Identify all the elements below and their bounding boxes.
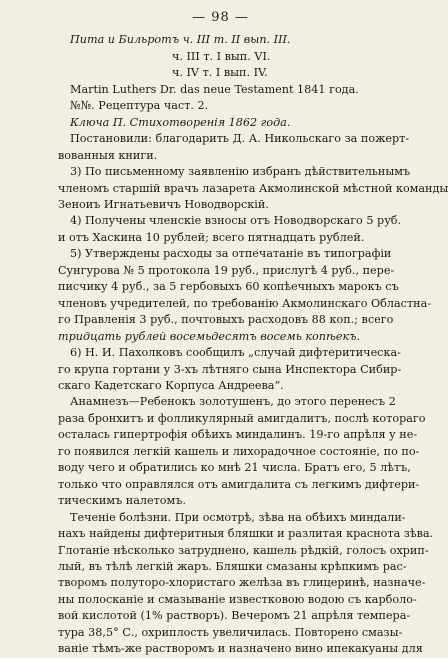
- text-line: №№. Рецептура част. 2.: [70, 99, 209, 113]
- text-line: 4) Получены членскіе взносы отъ Новодворскаго 5 руб.: [70, 214, 402, 228]
- text-line: го Правленія 3 руб., почтовыхъ расходовъ 88 коп.; всего: [58, 313, 394, 327]
- text-line: членомъ старшій врачъ лазарета Акмолинской мѣстной команды: [58, 181, 448, 195]
- text-line: Анамнезъ—Ребенокъ золотушенъ, до этого перенесъ 2: [70, 395, 396, 409]
- text-line: Сунгурова № 5 протокола 19 руб., прислугѣ 4 руб., пере-: [58, 263, 395, 277]
- text-line: тура 38,5° С., охриплость увеличилась. Повторено смазы-: [58, 625, 403, 639]
- page-number: — 98 —: [192, 10, 249, 25]
- text-line: Теченіе болѣзни. При осмотрѣ, зѣва на обѣихъ миндали-: [70, 510, 406, 524]
- text-line: писчику 4 руб., за 5 гербовыхъ 60 копѣечныхъ марокъ съ: [58, 280, 399, 294]
- text-line: го появился легкій кашель и лихорадочное состояніе, по по-: [58, 444, 420, 458]
- text-line: ч. IV т. I вып. IV.: [172, 66, 268, 80]
- text-line: ч. III т. I вып. VI.: [172, 49, 271, 63]
- text-line: 5) Утверждены расходы за отпечатаніе въ типографіи: [70, 247, 392, 261]
- text-line: ны полосканіе и смазываніе известковою водою съ карболо-: [58, 592, 417, 606]
- text-line: лый, въ тѣлѣ легкій жаръ. Бляшки смазаны крѣпкимъ рас-: [58, 559, 407, 573]
- text-line: Ключа П. Стихотворенія 1862 года.: [70, 115, 291, 129]
- text-line: Постановили: благодарить Д. А. Никольскаго за пожерт-: [70, 132, 410, 146]
- text-line: и отъ Хаскина 10 рублей; всего пятнадцать рублей.: [58, 230, 365, 244]
- text-line: скаго Кадетскаго Корпуса Андреева“.: [58, 378, 284, 392]
- text-line: осталась гипертрофія обѣихъ миндалинъ. 19-го апрѣля у не-: [58, 428, 418, 442]
- text-line: членовъ учредителей, по требованію Акмолинскаго Областна-: [58, 296, 432, 310]
- text-line: раза бронхитъ и фолликулярный амигдалитъ, послѣ котораго: [58, 411, 426, 425]
- text-line: 3) По письменному заявленію избранъ дѣйствительнымъ: [70, 165, 411, 179]
- text-line: тридцать рублей восемьдесятъ восемь копѣекъ.: [58, 329, 361, 343]
- text-line: воду чего и обратились ко мнѣ 21 числа. Братъ его, 5 лѣтъ,: [58, 461, 411, 475]
- text-line: вой кислотой (1% растворъ). Вечеромъ 21 апрѣля темпера-: [58, 609, 411, 623]
- text-line: го крупа гортани у 3-хъ лѣтняго сына Инспектора Сибир-: [58, 362, 402, 376]
- text-line: Пита и Бильротъ ч. III т. II вып. III.: [70, 33, 291, 47]
- text-line: 6) Н. И. Пахолковъ сообщилъ „случай дифтеритическа-: [70, 346, 401, 360]
- text-line: вованныя книги.: [58, 148, 158, 162]
- text-line: Зеноиъ Игнатьевичъ Новодворскій.: [58, 197, 269, 211]
- text-line: нахъ найдены дифтеритныя бляшки и разлитая краснота зѣва.: [58, 527, 434, 541]
- text-line: тическимъ налетомъ.: [58, 494, 186, 508]
- text-line: ваніе тѣмъ-же растворомъ и назначено вино ипекакуаны для: [58, 642, 423, 656]
- text-line: творомъ полуторо-хлористаго желѣза въ глицеринѣ, назначе-: [58, 576, 426, 590]
- text-line: Martin Luthers Dr. das neue Testament 1841 года.: [70, 82, 359, 96]
- text-line: Глотаніе нѣсколько затруднено, кашель рѣдкій, голосъ охрип-: [58, 543, 429, 557]
- text-line: только что оправлялся отъ амигдалита съ легкимъ дифтери-: [58, 477, 420, 491]
